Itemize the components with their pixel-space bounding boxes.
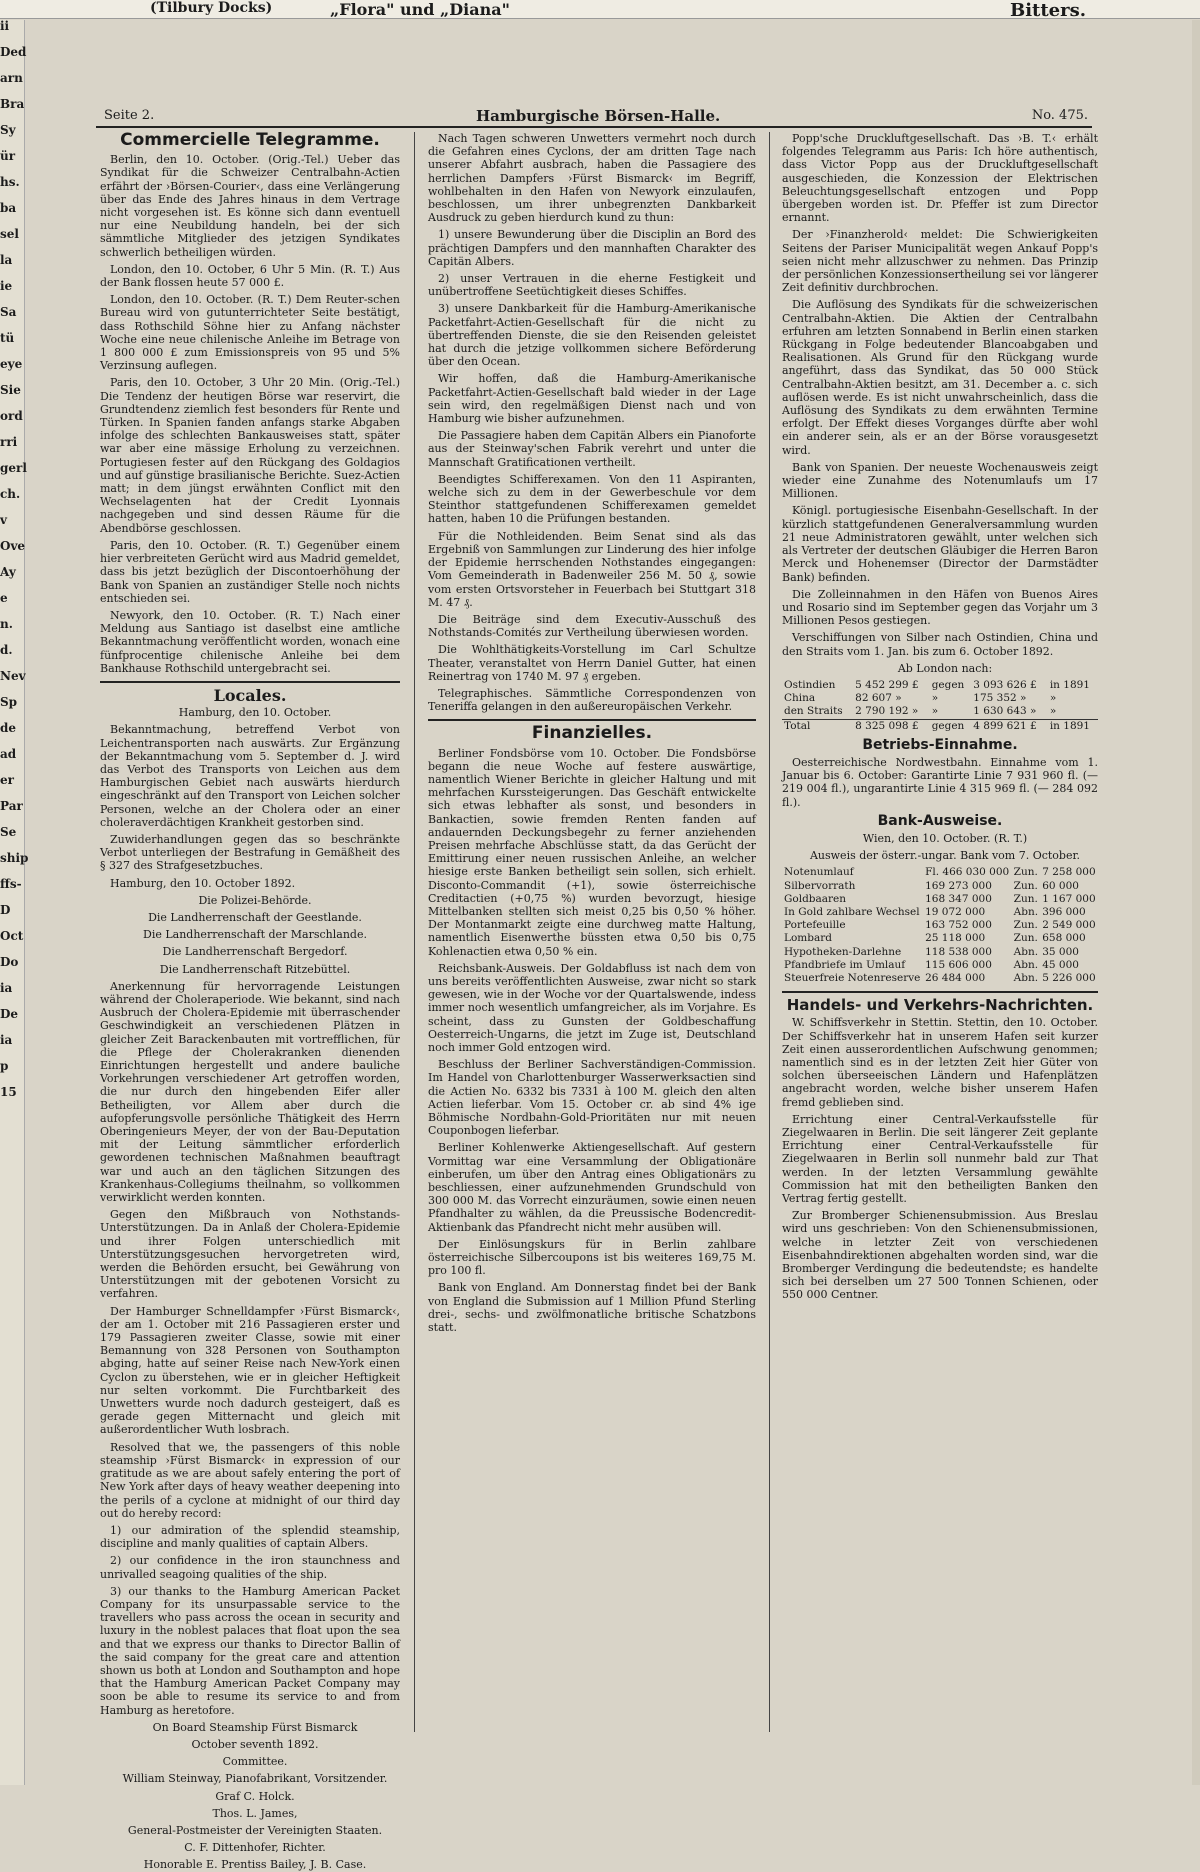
article-text: Der Einlösungskurs für in Berlin zahlbare österreichische Silbercoupons ist bis weiteres 169,75 M. pro 100 fl. (428, 1237, 756, 1278)
newspaper-title: Hamburgische Börsen-Halle. (476, 107, 721, 125)
table-row: Pfandbriefe im Umlauf 115 606 000 Abn. 45 000 (784, 958, 1079, 971)
article-text: Die Beiträge sind dem Executiv-Ausschuß des Nothstands-Comités zur Vertheilung überwiesen worden. (428, 612, 756, 640)
article-text: Errichtung einer Central-Verkaufsstelle für Ziegelwaaren in Berlin. Die seit längerer Zeit geplante Errichtung einer Central-Verkaufsstelle für Ziegelwaaren in Berlin soll nunmehr bald zur That werden. In der letzten Versammlung gewählte Commission hat mit den betheiligten Banken den Vertrag fertig gestellt. (782, 1112, 1098, 1206)
section-title-telegrams: Commercielle Telegramme. (120, 130, 380, 150)
article-text: Paris, den 10. October, 3 Uhr 20 Min. (Orig.-Tel.) Die Tendenz der heutigen Börse war reservirt, die Grundtendenz ziemlich fest besonders für Rente und Türken. In Spanien fanden anfangs starke Abgaben infolge des schlechten Bankausweises statt, später war aber eine mässige Erholung zu verzeichnen. Portugiesen fester auf den Rückgang des Goldagios und auf günstige brasilianische Berichte. Suez-Actien matt; in dem jüngst erwähnten Conflict mit den Wechselagenten hat der Credit Lyonnais nachgegeben und sind dessen Räume für die Abendbörse geschlossen. (100, 376, 400, 535)
table-row: Steuerfreie Notenreserve 26 484 000 Abn. 5 226 000 (784, 971, 1096, 984)
signature: Die Landherrenschaft der Geestlande. (148, 910, 362, 924)
top-strip-right: Bitters. (1010, 0, 1087, 21)
article-text: Berlin, den 10. October. (Orig.-Tel.) Ueber das Syndikat für die Schweizer Centralbahn-Actien erfährt der ›Börsen-Courier‹, dass eine Verlängerung über das Ende des Jahres hinaus in dem Vertrage nicht vorgesehen ist. Es könne sich dann eventuell nur eine Neubildung handeln, bei der sich sämmtliche Mitglieder des jetzigen Syndikates schwerlich betheiligen würden. (100, 153, 400, 259)
strip-fragment: ür (0, 149, 16, 163)
table-row: Notenumlauf Fl. 466 030 000 Zun. 7 258 000 (784, 866, 1096, 879)
article-text: Beschluss der Berliner Sachverständigen-Commission. Im Handel von Charlottenburger Wasserwerksactien sind die Actien No. 6332 bis 7331 à 100 M. gleich den alten Actien lieferbar. Vom 15. October cr. ab sind 4% ige Böhmische Nordbahn-Gold-Prioritäten nur mit neuen Couponbogen lieferbar. (428, 1058, 756, 1138)
signature: Die Landherrenschaft Bergedorf. (162, 945, 348, 959)
section-title-bank-reports: Bank-Ausweise. (877, 812, 1003, 829)
article-text: Resolved that we, the passengers of this noble steamship ›Fürst Bismarck‹ in expression of our gratitude as we are about safely entering the port of New York after days of heavy weather deepening into the perils of a cyclone at midnight of our third day out do hereby record: (100, 1440, 400, 1520)
strip-fragment: Sy (0, 123, 16, 137)
signature: October seventh 1892. (191, 1737, 319, 1751)
table-row: Goldbaaren 168 347 000 Zun. 1 167 000 (784, 892, 1096, 905)
strip-fragment: ii (0, 19, 10, 33)
strip-fragment: ie (0, 279, 13, 293)
article-text: 2) unser Vertrauen in die eherne Festigkeit und unübertroffene Seetüchtigkeit dieses Schiffes. (428, 272, 756, 299)
right-edge (1192, 20, 1200, 1785)
silver-shipments-table (782, 679, 1098, 733)
strip-fragment: v (0, 513, 7, 527)
strip-fragment: ch. (0, 487, 21, 501)
strip-fragment: ffs- (0, 877, 22, 891)
strip-fragment: Nev (0, 669, 26, 683)
section-title-revenue: Betriebs-Einnahme. (862, 736, 1018, 753)
page-header (96, 106, 1092, 128)
article-text: Newyork, den 10. October. (R. T.) Nach einer Meldung aus Santiago ist daselbst eine amtliche Bekanntmachung veröffentlicht worden, wonach eine fünfprocentige chilenische Anleihe bei dem Bankhause Rothschild untergebracht sei. (100, 608, 400, 675)
strip-fragment: ba (0, 201, 17, 215)
article-text: Bank von England. Am Donnerstag findet bei der Bank von England die Submission auf 1 Million Pfund Sterling drei-, sechs- und zwölfmonatliche britische Schatzbons statt. (428, 1281, 756, 1335)
article-text: Popp'sche Druckluftgesellschaft. Das ›B. T.‹ erhält folgendes Telegramm aus Paris: Ich höre authentisch, dass Victor Popp aus der Druckluftgesellschaft ausgeschieden, die Konzession der Elektrischen Beleuchtungsgesellschaft entzogen und Popp übergeben worden ist. Dr. Pfeffer ist zum Director ernannt. (782, 132, 1098, 225)
strip-fragment: Ded (0, 45, 27, 59)
signature: On Board Steamship Fürst Bismarck (152, 1720, 358, 1734)
article-text: Berliner Kohlenwerke Aktiengesellschaft. Auf gestern Vormittag war eine Versammlung der Obligationäre einberufen, um über den Antrag eines Obligationärs zu beschliessen, einer aufzunehmenden Grundschuld von 300 000 M. das Vorrecht einzuräumen, sowie einen neuen Pfandhalter zu wählen, da die Preussische Bodencredit-Aktienbank das Pfandrecht nicht mehr ausüben will. (428, 1141, 756, 1234)
article-text: Paris, den 10. October. (R. T.) Gegenüber einem hier verbreiteten Gerücht wird aus Madrid gemeldet, dass bis jetzt bezüglich der Discontoerhöhung der Bank von Spanien an zuständiger Stelle noch nichts entschieden sei. (100, 538, 400, 605)
column-1 (100, 130, 400, 1872)
signature: C. F. Dittenhofer, Richter. (184, 1841, 326, 1855)
strip-fragment: d. (0, 643, 13, 657)
article-text: Die Auflösung des Syndikats für die schweizerischen Centralbahn-Aktien. Die Aktien der Centralbahn erfuhren am letzten Sonnabend in Berlin einen starken Rückgang in Folge bedeutender Blancoabgaben und Realisationen. Als Grund für den Rückgang wurde angeführt, dass das Syndikat, das 50 000 Stück Centralbahn-Aktien besitzt, am 31. December a. c. sich auflösen werde. Es ist nicht unwahrscheinlich, dass die Auflösung des Syndikats zu dem erwähnten Termine erfolgt. Der Effekt dieses Vorganges dürfte aber wohl ein anderer sein, als er an der Börse vorausgesetzt wird. (782, 298, 1098, 457)
article-text: 3) our thanks to the Hamburg American Packet Company for its unsurpassable service to the travellers who pass across the ocean in security and luxury in the noblest palaces that float upon the sea and that we express our thanks to Director Ballin of the said company for the great care and attention shown us both at London and Southampton and hope that the Hamburg American Packet Company may soon be able to resume its service to and from Hamburg as heretofore. (100, 1584, 400, 1717)
article-text: 2) our confidence in the iron staunchness and unrivalled seagoing qualities of the ship. (100, 1554, 400, 1581)
section-divider (782, 991, 1098, 993)
strip-fragment: Par (0, 799, 23, 813)
table-row: Silbervorrath 169 273 000 Zun. 60 000 (784, 879, 1079, 892)
table-row: den Straits 2 790 192 » » 1 630 643 » » (784, 705, 1057, 718)
article-text: Anerkennung für hervorragende Leistungen während der Choleraperiode. Wie bekannt, sind nach Ausbruch der Cholera-Epidemie mit überraschender Geschwindigkeit an verschiedenen Plätzen in gleicher Zeit Barackenbauten mit vortrefflichen, für die Pflege der Cholerakranken dienenden Einrichtungen hergestellt und andere bauliche Vorkehrungen verschiedener Art getroffen worden, die nur durch den hingebenden Eifer aller Betheiligten, vor Allem aber durch die aufopferungsvolle persönliche Thätigkeit des Herrn Oberingenieurs Meyer, der von der Bau-Deputation mit der Leitung sämmtlicher erforderlich gewordenen technischen Maßnahmen beauftragt war und auch an den täglichen Sitzungen des Krankenhaus-Collegiums theilnahm, so vollkommen verwirklicht werden konnten. (100, 979, 400, 1205)
strip-fragment: ia (0, 1033, 13, 1047)
signature: Graf C. Holck. (215, 1789, 295, 1803)
article-text: Der Hamburger Schnelldampfer ›Fürst Bismarck‹, der am 1. October mit 216 Passagieren erster und 179 Passagieren zweiter Classe, sowie mit einer Bemannung von 328 Personen von Southampton abging, hatte auf seiner Reise nach New-York einen Cyclon zu überstehen, wie er in gleicher Heftigkeit nur selten vorkommt. Die Furchtbarkeit des Unwetters wurde noch dadurch gesteigert, daß es gerade gegen Mitternacht und gleich mit außerordentlicher Wuth losbrach. (100, 1304, 400, 1437)
article-text: Hamburg, den 10. October 1892. (110, 876, 296, 890)
strip-fragment: Sa (0, 305, 17, 319)
section-title-finance: Finanzielles. (531, 723, 653, 744)
signature: Thos. L. James, (212, 1806, 298, 1820)
section-title-trade: Handels- und Verkehrs-Nachrichten. (786, 996, 1094, 1015)
table-row: Lombard 25 118 000 Zun. 658 000 (784, 932, 1086, 945)
strip-fragment: Ay (0, 565, 16, 579)
strip-fragment: Se (0, 825, 17, 839)
table-row: China 82 607 » » 175 352 » » (784, 692, 1057, 705)
article-text: W. Schiffsverkehr in Stettin. Stettin, den 10. October. Der Schiffsverkehr hat in unserem Hafen seit kurzer Zeit einen ausserordentlichen Aufschwung genommen; namentlich sind es in der letzten Zeit hier Güter von solchen überseeischen Ländern und Hafenplätzen angebracht worden, welche bisher unserem Hafen fremd geblieben sind. (782, 1016, 1098, 1109)
strip-fragment: rri (0, 435, 18, 449)
strip-fragment: De (0, 1007, 19, 1021)
article-text: Gegen den Mißbrauch von Nothstands-Unterstützungen. Da in Anlaß der Cholera-Epidemie und ihrer Folgen unterschiedlich mit Unterstützungsgesuchen hervorgetreten wird, werden die Behörden ersucht, bei Gewährung von Unterstützungen mit der gebotenen Vorsicht zu verfahren. (100, 1208, 400, 1301)
table-caption: Ausweis der österr.-ungar. Bank vom 7. October. (809, 849, 1081, 863)
article-text: Bekanntmachung, betreffend Verbot von Leichentransporten nach auswärts. Zur Ergänzung der Bekanntmachung vom 5. September d. J. wird das Verbot des Transports von Leichen aus dem Hamburgischen Gebiet nach auswärts hierdurch eingeschränkt auf den Transport von Leichen solcher Personen, welche an der Cholera oder an einer choleraverdächtigen Krankheit gestorben sind. (100, 723, 400, 829)
article-text: 3) unsere Dankbarkeit für die Hamburg-Amerikanische Packetfahrt-Actien-Gesellschaft für die nicht zu übertreffenden Dienste, die sie den Reisenden geleistet hat durch die jetzige vollkommen sichere Beförderung über den Ocean. (428, 302, 756, 369)
left-margin-strip (0, 19, 29, 1785)
strip-fragment: Bra (0, 97, 25, 111)
article-text: London, den 10. October, 6 Uhr 5 Min. (R. T.) Aus der Bank flossen heute 57 000 £. (100, 262, 400, 290)
strip-fragment: Sie (0, 383, 21, 397)
article-text: Reichsbank-Ausweis. Der Goldabfluss ist nach dem von uns bereits veröffentlichten Ausweise, zwar nicht so stark gewesen, wie in der Woche vor der Quartalswende, indess immer noch wesentlich umfangreicher, als im Vorjahre. Es scheint, dass zu Gunsten der Goldbeschaffung Oesterreich-Ungarns, die jetzt im Zuge ist, Deutschland noch immer Gold entzogen wird. (428, 961, 756, 1054)
article-text: Oesterreichische Nordwestbahn. Einnahme vom 1. Januar bis 6. October: Garantirte Linie 7 931 960 fl. (— 219 004 fl.), ungarantirte Linie 4 315 969 fl. (— 284 092 fl.). (782, 755, 1098, 809)
strip-fragment: er (0, 773, 14, 787)
strip-fragment: tü (0, 331, 15, 345)
article-text: Königl. portugiesische Eisenbahn-Gesellschaft. In der kürzlich stattgefundenen Generalversammlung wurden 21 neue Administratoren gewählt, unter welchen sich als Vertreter der deutschen Gläubiger die Herren Baron Merck und Hohenemser (Director der Darmstädter Bank) befinden. (782, 504, 1098, 584)
table-row: Total 8 325 098 £ gegen 4 899 621 £ in 1891 (782, 719, 1098, 733)
table-row: Ostindien 5 452 299 £ gegen 3 093 626 £ in 1891 (784, 678, 1090, 691)
article-text: 1) unsere Bewunderung über die Disciplin an Bord des prächtigen Dampfers und den mannhaften Charakter des Capitän Albers. (428, 228, 756, 268)
signature: Die Polizei-Behörde. (198, 893, 312, 907)
article-text: Die Wohlthätigkeits-Vorstellung im Carl Schultze Theater, veranstaltet von Herrn Daniel Gutter, hat einen Reinertrag von 1740 M. 97 ₰ ergeben. (428, 643, 756, 683)
strip-fragment: 15 (0, 1085, 17, 1099)
article-text: Wir hoffen, daß die Hamburg-Amerikanische Packetfahrt-Actien-Gesellschaft bald wieder in der Lage sein wird, den regelmäßigen Dienst nach und von Hamburg wie bisher aufzunehmen. (428, 372, 756, 426)
strip-fragment: ia (0, 981, 13, 995)
dateline: Hamburg, den 10. October. (178, 706, 332, 720)
strip-fragment: Ove (0, 539, 26, 553)
section-divider (428, 719, 756, 721)
strip-fragment: p (0, 1059, 9, 1073)
signature: Die Landherrenschaft der Marschlande. (143, 928, 367, 942)
signature: Honorable E. Prentiss Bailey, J. B. Case. (143, 1858, 367, 1872)
strip-fragment: Oct (0, 929, 24, 943)
strip-fragment: e (0, 591, 8, 605)
article-text: Zuwiderhandlungen gegen das so beschränkte Verbot unterliegen der Bestrafung in Gemäßheit des § 327 des Strafgesetzbuches. (100, 832, 400, 873)
article-text: Der ›Finanzherold‹ meldet: Die Schwierigkeiten Seitens der Pariser Municipalität wegen Ankauf Popp's seien nicht mehr allzuschwer zu nehmen. Das Prinzip der persönlichen Konzessionsertheilung sei vor längerer Zeit definitiv durchbrochen. (782, 228, 1098, 295)
strip-fragment: sel (0, 227, 19, 241)
section-divider (100, 681, 400, 683)
table-row: In Gold zahlbare Wechsel 19 072 000 Abn. 396 000 (784, 905, 1086, 918)
strip-fragment: la (0, 253, 13, 267)
column-rule (414, 132, 415, 1732)
strip-fragment: ship (0, 851, 29, 865)
strip-fragment: hs. (0, 175, 20, 189)
strip-fragment: ord (0, 409, 23, 423)
top-strip (0, 0, 1200, 19)
article-text: Beendigtes Schifferexamen. Von den 11 Aspiranten, welche sich zu dem in der Gewerbeschule vor dem Steinthor stattgefundenen Schifferexamen gemeldet hatten, haben 10 die Prüfungen bestanden. (428, 472, 756, 526)
article-text: Bank von Spanien. Der neueste Wochenausweis zeigt wieder eine Zunahme des Notenumlaufs um 17 Millionen. (782, 460, 1098, 501)
signature: William Steinway, Pianofabrikant, Vorsitzender. (122, 1772, 388, 1786)
column-rule (769, 132, 770, 1732)
top-strip-left: (Tilbury Docks) (150, 0, 273, 16)
table-caption: Ab London nach: (897, 661, 993, 675)
strip-fragment: de (0, 721, 17, 735)
strip-fragment: gerl (0, 461, 27, 475)
issue-number: No. 475. (1031, 108, 1088, 123)
article-text: Zur Bromberger Schienensubmission. Aus Breslau wird uns geschrieben: Von den Schienensubmissionen, welche in letzter Zeit von verschiedenen Eisenbahndirektionen abgehalten worden sind, war die Bromberger Verdingung die bedeutendste; es handelte sich bei derselben um 27 500 Tonnen Schienen, oder 550 000 Centner. (782, 1209, 1098, 1302)
strip-fragment: ad (0, 747, 17, 761)
signature: Die Landherrenschaft Ritzebüttel. (159, 962, 351, 976)
strip-fragment: Sp (0, 695, 18, 709)
section-title-locales: Locales. (213, 685, 287, 705)
article-text: London, den 10. October. (R. T.) Dem Reuter-schen Bureau wird von gutunterrichteter Seite bestätigt, dass Rothschild Söhne hier zu Anfang nächster Woche eine neue chilenische Anleihe im Betrage von 1 800 000 £ zum Emissionspreis von 95 und 5% Verzinsung auflegen. (100, 293, 400, 373)
dateline: Wien, den 10. October. (R. T.) (862, 831, 1028, 845)
table-row: Portefeuille 163 752 000 Zun. 2 549 000 (784, 919, 1096, 932)
article-text: Nach Tagen schweren Unwetters vermehrt noch durch die Gefahren eines Cyclons, der am dritten Tage nach unserer Abfahrt ausbrach, haben die Passagiere des herrlichen Dampfers ›Fürst Bismarck‹ im Begriff, wohlbehalten in den Hafen von Newyork einzulaufen, beschlossen, um ihrer unbegrenzten Dankbarkeit Ausdruck zu geben hierdurch kund zu thun: (428, 132, 756, 225)
article-text: Berliner Fondsbörse vom 10. October. Die Fondsbörse begann die neue Woche auf festere auswärtige, namentlich Wiener Berichte in gleicher Haltung und mit mehrfachen Kurssteigerungen. Das Geschäft entwickelte sich etwas lebhafter als sonst, und besonders in Bankactien, sowie fremden Renten fanden auf andauernden Deckungsbegehr zu ferner anziehenden Preisen mehrfache Abschlüsse statt, da das Gerücht der Emittirung einer neuen russischen Anleihe, an welcher hiesige erste Banken betheiligt sein sollen, sich erhielt. Disconto-Commandit (+1), sowie österreichische Creditactien (+0,75 %) wurden bevorzugt, hiesige Mittelbanken stellten sich meist 0,25 bis 0,50 % höher. Der Montanmarkt zeigte eine durchweg matte Haltung, namentlich Eisenwerthe büssten etwa 0,50 bis 0,75 Kohlenactien etwa 0,50 % ein. (428, 746, 756, 958)
page-number: Seite 2. (104, 108, 155, 123)
column-2 (428, 132, 756, 1752)
article-text: Die Passagiere haben dem Capitän Albers ein Pianoforte aus der Steinway'schen Fabrik verehrt und unter die Mannschaft Gratificationen vertheilt. (428, 429, 756, 469)
table-row: Hypotheken-Darlehne 118 538 000 Abn. 35 000 (784, 945, 1079, 958)
strip-fragment: arn (0, 71, 23, 85)
article-text: Für die Nothleidenden. Beim Senat sind als das Ergebniß von Sammlungen zur Linderung des hier infolge der Epidemie herrschenden Nothstandes eingegangen: Vom Gemeinderath in Badenweiler 256 M. 50 ₰, sowie vom ersten Ortsvorsteher in Feuerbach bei Stuttgart 318 M. 47 ₰. (428, 529, 756, 609)
strip-fragment: D (0, 903, 11, 917)
article-text: 1) our admiration of the splendid steamship, discipline and manly qualities of captain Albers. (100, 1523, 400, 1551)
strip-fragment: eye (0, 357, 23, 371)
article-text: Telegraphisches. Sämmtliche Correspondenzen von Teneriffa gelangen in den außereuropäischen Verkehr. (428, 686, 756, 714)
signature: General-Postmeister der Vereinigten Staaten. (127, 1823, 383, 1837)
strip-fragment: Do (0, 955, 19, 969)
bank-report-table (782, 866, 1098, 985)
signature: Committee. (222, 1755, 288, 1769)
column-3 (782, 132, 1098, 1752)
article-text: Verschiffungen von Silber nach Ostindien, China und den Straits vom 1. Jan. bis zum 6. October 1892. (782, 631, 1098, 658)
strip-fragment: n. (0, 617, 13, 631)
article-text: Die Zolleinnahmen in den Häfen von Buenos Aires und Rosario sind im September gegen das Vorjahr um 3 Millionen Pesos gestiegen. (782, 587, 1098, 628)
top-strip-center: „Flora" und „Diana" (330, 0, 510, 19)
